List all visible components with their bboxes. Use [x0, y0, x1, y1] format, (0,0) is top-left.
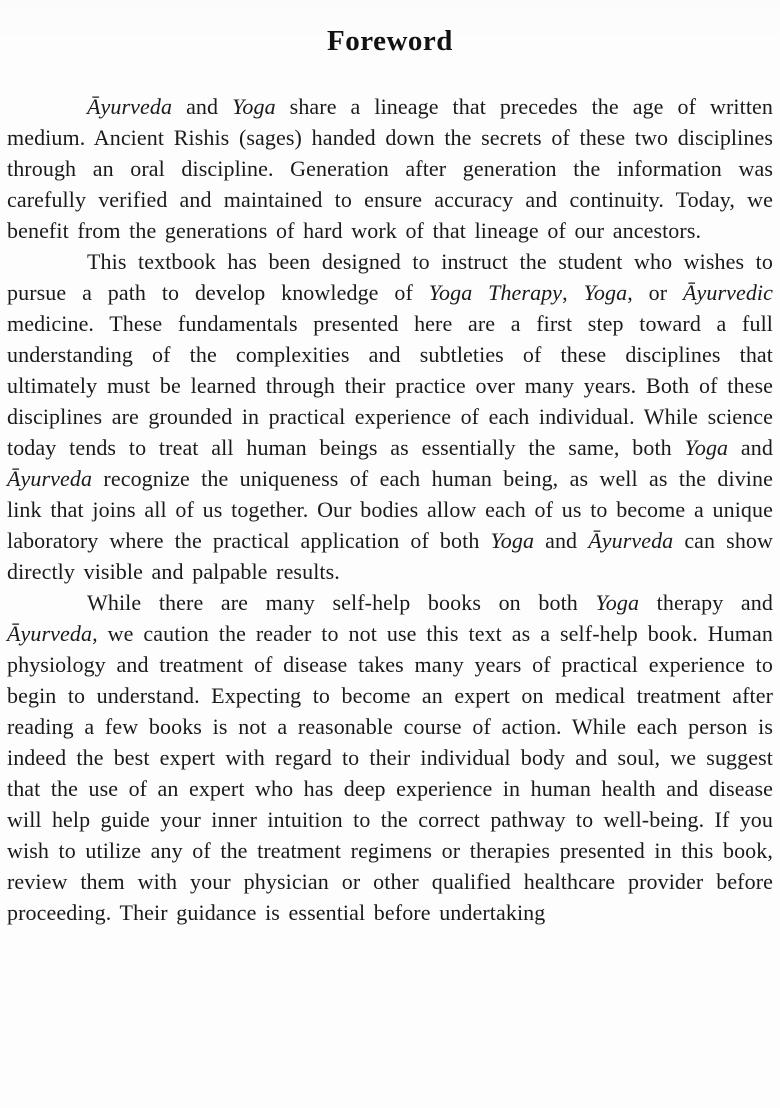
page-title: Foreword — [327, 25, 453, 57]
paragraph-3: While there are many self-help books on both Yoga therapy and Āyurveda, we caution the reader to not use this text as a self-help book. Human physiology and treatment of disease takes many years of practical experience to begin to understand. Expecting to become an expert on medical treatment after reading a few books is not a reasonable course of action. While each person is indeed the best expert with regard to their individual body and soul, we suggest that the use of an expert who has deep experience in human health and disease will help guide your inner intuition to the correct pathway to well-being. If you wish to utilize any of the treatment regimens or therapies presented in this book, review them with your physician or other qualified healthcare provider before proceeding. Their guidance is essential before undertaking — [7, 590, 773, 925]
paragraph-2: This textbook has been designed to instruct the student who wishes to pursue a path to develop knowledge of Yoga Therapy, Yoga, or Āyurvedic medicine. These fundamentals presented here are a first step toward a full understanding of the complexities and subtleties of these disciplines that ultimately must be learned through their practice over many years. Both of these disciplines are grounded in practical experience of each individual. While science today tends to treat all human beings as essentially the same, both Yoga and Āyurveda recognize the uniqueness of each human being, as well as the divine link that joins all of us together. Our bodies allow each of us to become a unique laboratory where the practical application of both Yoga and Āyurveda can show directly visible and palpable results. — [7, 249, 774, 584]
foreword-body — [7, 91, 773, 928]
paragraph-1: Āyurveda and Yoga share a lineage that precedes the age of written medium. Ancient Rishis (sages) handed down the secrets of these two disciplines through an oral discipline. Generation after generation the information was carefully verified and maintained to ensure accuracy and continuity. Today, we benefit from the generations of hard work of that lineage of our ancestors. — [7, 94, 773, 243]
